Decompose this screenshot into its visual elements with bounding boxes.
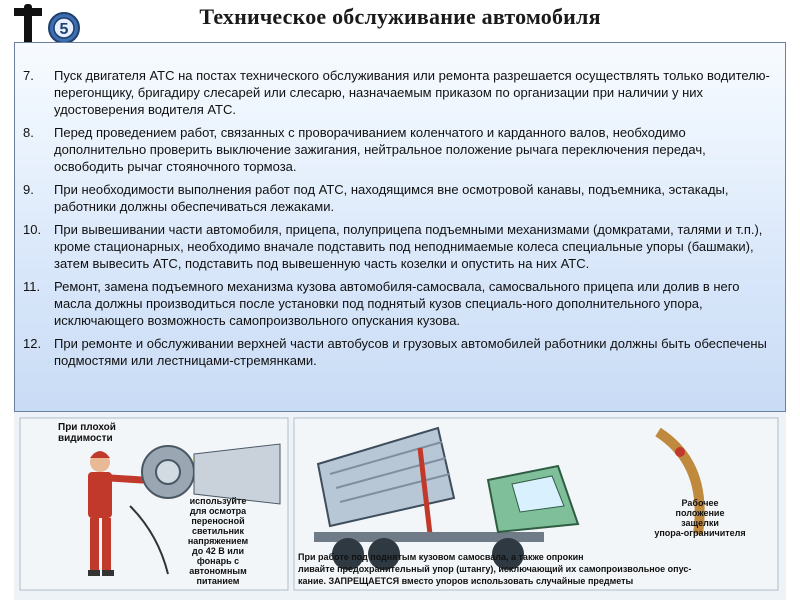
svg-text:переносной: переносной (191, 516, 245, 526)
svg-text:защелки: защелки (681, 518, 719, 528)
svg-text:кание. ЗАПРЕЩАЕТСЯ вместо упор: кание. ЗАПРЕЩАЕТСЯ вместо упоров использовать случайные предметы (298, 576, 634, 586)
rules-panel (14, 42, 786, 412)
rule-number: 11. (23, 279, 41, 294)
mechanic-scene (20, 418, 288, 590)
svg-text:автономным: автономным (189, 566, 247, 576)
badge-number: 5 (59, 21, 69, 38)
left-caption-line-1: При плохой (58, 422, 116, 433)
left-note (188, 496, 249, 586)
svg-text:до 42 В или: до 42 В или (191, 546, 245, 556)
rule-text: Пуск двигателя АТС на постах технического обслуживания или ремонта разрешается осуществлять только водителю-перегонщику, бригадиру слесарей или слесарю, назначаемым приказом по организации при наличии у них удостоверения водителя АТС. (54, 68, 770, 117)
svg-text:положение: положение (675, 508, 725, 518)
svg-text:фонарь с: фонарь с (196, 556, 240, 566)
svg-text:для осмотра: для осмотра (189, 506, 247, 516)
safety-illustration (18, 414, 780, 594)
rule-text: При вывешивании части автомобиля, прицепа, полуприцепа подъемными механизмами (домкратами, талями и т.п.), кроме стационарных, необходимо вначале подставить под неподнимаемые колеса специальные упоры (башмаки), затем вывесить АТС, подставить под вывешенную часть козелки и опустить на них АТС. (54, 222, 763, 271)
svg-text:ливайте предохранительный упор: ливайте предохранительный упор (штангу), исключающий их самопроизвольное опус- (298, 564, 692, 574)
svg-text:Рабочее: Рабочее (681, 498, 719, 508)
rule-number: 12. (23, 336, 42, 351)
rule-text: При ремонте и обслуживании верхней части автобусов и грузовых автомобилей работники должны быть обеспечены подмостями или лестницами-стремянками. (54, 336, 767, 368)
rule-item-12 (23, 335, 777, 369)
rule-text: При необходимости выполнения работ под АТС, находящимся вне осмотровой канавы, подъемника, эстакады, работники должны обеспечиваться лежаками. (54, 182, 729, 214)
svg-text:светильник: светильник (192, 526, 244, 536)
rule-number: 9. (23, 182, 34, 197)
rule-number: 8. (23, 125, 34, 140)
rule-item-9 (23, 181, 777, 215)
rule-item-10 (23, 221, 777, 272)
dump-truck-scene (294, 418, 778, 590)
rule-item-7 (23, 67, 777, 118)
page-title: Техническое обслуживание автомобиля (199, 4, 601, 29)
rule-item-8 (23, 124, 777, 175)
svg-text:питанием: питанием (196, 576, 240, 586)
rule-text: Перед проведением работ, связанных с проворачиванием коленчатого и карданного валов, необходимо дополнительно проверить выключение зажигания, нейтральное положение рычага переключения передач, освободить рычаг стояночного тормоза. (54, 125, 706, 174)
rule-item-11 (23, 278, 777, 329)
svg-text:напряжением: напряжением (187, 536, 249, 546)
rule-number: 7. (23, 68, 34, 83)
left-caption-line-2: видимости (58, 433, 113, 444)
rules-list (23, 67, 777, 375)
rule-number: 10. (23, 222, 42, 237)
svg-text:используйте: используйте (189, 496, 247, 506)
rule-text: Ремонт, замена подъемного механизма кузова автомобиля-самосвала, самосвального прицепа или долив в него масла должны производиться после установки под поднятый кузов специаль-ного дополнительного упора, исключающего возможность самопроизвольного опускания кузова. (54, 279, 740, 328)
svg-text:упора-ограничителя: упора-ограничителя (654, 528, 746, 538)
svg-text:При работе под поднятым кузово: При работе под поднятым кузовом самосвала, а также опрокин (298, 552, 584, 562)
